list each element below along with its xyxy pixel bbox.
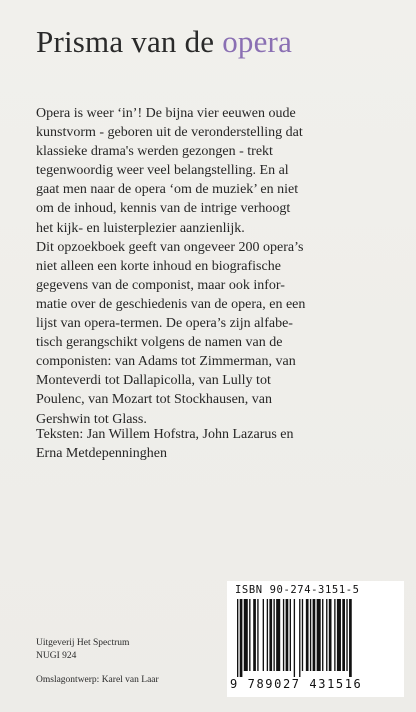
barcode-bar (349, 599, 352, 677)
blurb-line: matie over de geschiedenis van de opera, en een (36, 296, 306, 312)
publisher-info (36, 637, 129, 662)
blurb-line: componisten: van Adams tot Zimmerman, van (36, 354, 296, 370)
blurb-line: om de inhoud, kennis van de intrige verhoogt (36, 201, 291, 217)
barcode-bar (294, 599, 295, 677)
blurb-line: Monteverdi tot Dallapicolla, van Lully tot (36, 373, 271, 389)
barcode-icon (235, 599, 395, 677)
barcode-bar (267, 599, 268, 671)
blurb-line: gegevens van de componist, maar ook infor- (36, 277, 285, 293)
blurb-line: Gershwin tot Glass. (36, 411, 147, 427)
blurb-line: klassieke drama's werden gezongen - trekt (36, 144, 273, 160)
barcode-bar (326, 599, 327, 671)
blurb-text (36, 104, 406, 429)
isbn-number: ISBN 90-274-3151-5 (235, 584, 360, 596)
credits-line: Erna Metdepenninghen (36, 446, 168, 462)
barcode-bar (257, 599, 258, 671)
barcode-bar (249, 599, 250, 671)
barcode-bar (329, 599, 332, 671)
publisher-name: Uitgeverij Het Spectrum (36, 638, 130, 648)
blurb-line: niet alleen een korte inhoud en biografische (36, 258, 281, 274)
barcode-bar (269, 599, 272, 671)
barcode-bar (313, 599, 316, 671)
barcode-bar (317, 599, 321, 671)
nugi-code: NUGI 924 (36, 650, 77, 661)
barcode-bar (276, 599, 280, 671)
barcode-bar (334, 599, 335, 671)
blurb-line: lijst van opera-termen. De opera’s zijn alfabe- (36, 316, 293, 332)
book-title (36, 24, 292, 60)
barcode-bar (290, 599, 291, 671)
blurb-line: tegenwoordig weer veel belangstelling. En al (36, 163, 289, 179)
barcode-bar (322, 599, 323, 671)
barcode-label (227, 581, 404, 697)
barcode-bar (337, 599, 341, 671)
blurb-line: tisch gerangschikt volgens de namen van de (36, 335, 283, 351)
blurb-line: het kijk- en luisterplezier aanzienlijk. (36, 220, 245, 236)
barcode-bar (346, 599, 347, 671)
barcode-bar (240, 599, 243, 677)
blurb-line: kunstvorm - geboren uit de veronderstelling dat (36, 125, 303, 141)
credits-text (36, 425, 396, 463)
blurb-line: Opera is weer ‘in’! De bijna vier eeuwen oude (36, 106, 296, 121)
barcode-bar (253, 599, 256, 671)
blurb-line: gaat men naar de opera ‘om de muziek’ en niet (36, 182, 299, 198)
barcode-bar (310, 599, 311, 671)
cover-design-credit: Omslagontwerp: Karel van Laar (36, 675, 159, 685)
barcode-bar (263, 599, 264, 671)
credits-line: Teksten: Jan Willem Hofstra, John Lazarus en (36, 427, 294, 442)
barcode-bar (283, 599, 284, 671)
barcode-bar (299, 599, 300, 677)
ean-number: 9 789027 431516 (230, 677, 363, 691)
blurb-line: Poulenc, van Mozart tot Stockhausen, van (36, 392, 273, 408)
barcode-bar (286, 599, 289, 671)
barcode-bar (273, 599, 274, 671)
blurb-line: Dit opzoekboek geeft van ongeveer 200 opera’s (36, 239, 304, 255)
barcode-bar (302, 599, 303, 671)
barcode-bar (237, 599, 238, 677)
barcode-bar (306, 599, 309, 671)
title-accent: opera (222, 24, 293, 59)
barcode-bar (342, 599, 345, 671)
title-main: Prisma van de (36, 24, 215, 59)
barcode-bar (244, 599, 248, 671)
